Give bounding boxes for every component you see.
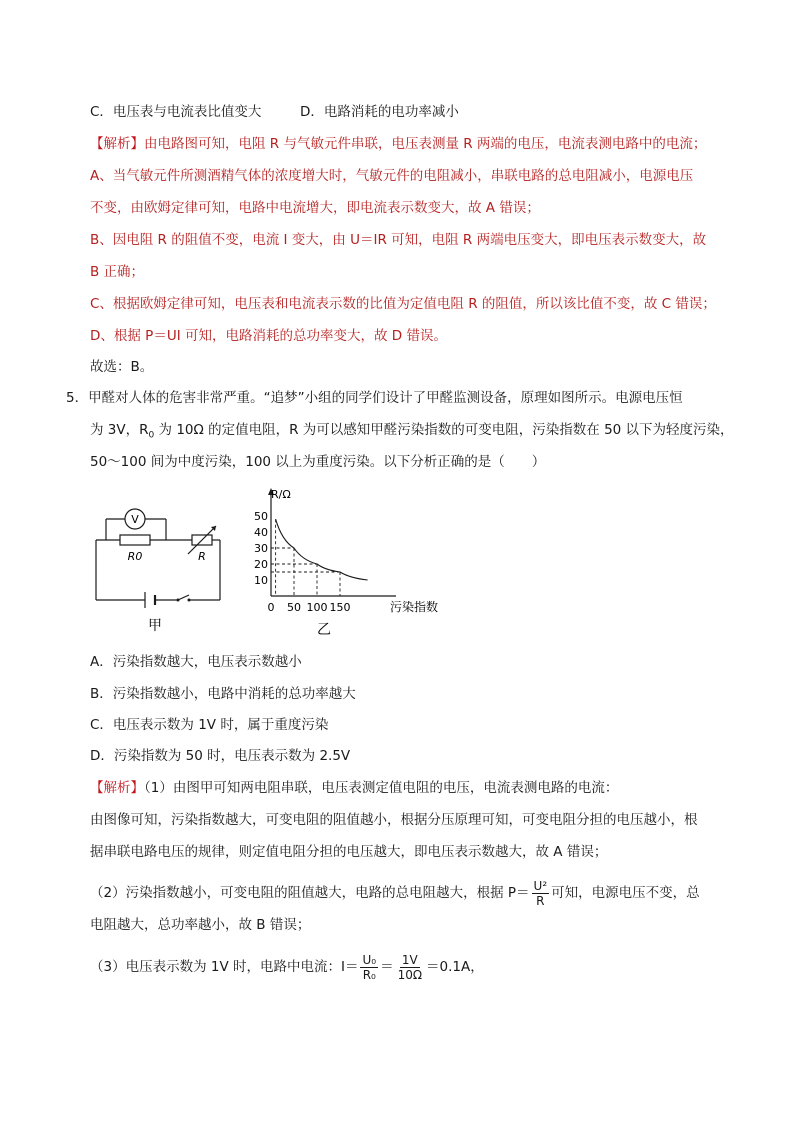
y-tick-label: 10 (254, 574, 268, 587)
analysis5-p4-b: 可知，电源电压不变，总 (551, 885, 700, 901)
question-5-line2 (90, 420, 734, 446)
option-a: A．污染指数越大，电压表示数越小 (90, 654, 302, 670)
prev-answer: 故选：B。 (90, 359, 154, 375)
current-fraction-2 (396, 953, 424, 982)
prev-analysis-d-line: D、根据 P＝UI 可知，电路消耗的总功率变大，故 D 错误。 (90, 328, 447, 344)
prev-option-d: D．电路消耗的电功率减小 (300, 104, 459, 120)
x-tick-label: 100 (306, 601, 328, 614)
x-tick-label: 150 (329, 601, 351, 614)
r0-label: R0 (127, 550, 143, 563)
graph-caption: 乙 (317, 622, 331, 638)
question-number: 5． (66, 390, 89, 406)
analysis5-p4 (90, 878, 700, 908)
prev-analysis-a-line1: A、当气敏元件所测酒精气体的浓度增大时，气敏元件的电阻减小，串联电路的总电阻减小，电源电压 (90, 168, 694, 184)
option-d: D．污染指数为 50 时，电压表示数为 2.5V (90, 748, 351, 764)
question-5-text-1: 甲醛对人体的危害非常严重。“追梦”小组的同学们设计了甲醛监测设备，原理如图所示。电源电压恒 (88, 390, 683, 406)
q5-line2-sub: 0 (148, 430, 155, 441)
prev-analysis-b-line1: B、因电阻 R 的阻值不变，电流 I 变大，由 U＝IR 可知，电阻 R 两端电压变大，即电压表示数变大，故 (90, 232, 707, 248)
question-5-line3: 50～100 间为中度污染，100 以上为重度污染。以下分析正确的是（ ） (90, 454, 546, 470)
question-5-line1 (66, 388, 683, 408)
current-fraction-1 (360, 953, 378, 982)
circuit-caption: 甲 (148, 618, 162, 634)
y-tick-label: 20 (254, 558, 268, 571)
analysis5-line1 (90, 778, 618, 798)
analysis5-p1: （1）由图甲可知两电阻串联，电压表测定值电阻的电压，电流表测电路的电流： (144, 780, 619, 796)
voltmeter-label: V (131, 513, 139, 526)
analysis5-p6 (90, 952, 484, 982)
analysis5-tag: 【解析】 (90, 780, 144, 796)
analysis5-p6-b: ＝0.1A， (426, 959, 484, 975)
analysis5-p2: 由图像可知，污染指数越大，可变电阻的阻值越小，根据分压原理可知，可变电阻分担的电压越小，根 (90, 812, 698, 828)
x-tick-label: 0 (267, 601, 275, 614)
resistance-graph (246, 484, 439, 639)
x-axis-label: 污染指数 (390, 600, 439, 614)
r-label: R (198, 550, 206, 563)
prev-analysis-b-line2: B 正确； (90, 264, 145, 280)
prev-analysis-c-line: C、根据欧姆定律可知，电压表和电流表示数的比值为定值电阻 R 的阻值，所以该比值不变，故 C 错误； (90, 296, 716, 312)
prev-analysis-a-line2: 不变，由欧姆定律可知，电路中电流增大，即电流表示数变大，故 A 错误； (90, 200, 540, 216)
resistance-curve (276, 519, 368, 580)
prev-analysis-intro: 由电路图可知，电阻 R 与气敏元件串联，电压表测量 R 两端的电压，电流表测电路中的电流； (144, 136, 707, 152)
y-axis-label: R/Ω (271, 488, 291, 501)
y-tick-label: 30 (254, 542, 268, 555)
current-denominator-1: R₀ (362, 967, 376, 982)
analysis-tag: 【解析】 (90, 136, 144, 152)
q5-line2-b: 为 10Ω 的定值电阻，R 为可以感知甲醛污染指数的可变电阻，污染指数在 50 以下为轻度污染， (154, 422, 734, 438)
power-denominator: R (536, 893, 545, 908)
current-numerator-1: U₀ (362, 952, 377, 967)
y-tick-label: 50 (254, 510, 268, 523)
x-tick-label: 50 (287, 601, 301, 614)
power-numerator: U² (533, 878, 548, 893)
power-formula-fraction (532, 879, 550, 908)
q5-line2-a: 为 3V，R (90, 422, 149, 438)
y-tick-label: 40 (254, 526, 268, 539)
option-c: C．电压表示数为 1V 时，属于重度污染 (90, 717, 329, 733)
prev-option-c: C．电压表与电流表比值变大 (90, 104, 262, 120)
analysis5-p3: 据串联电路电压的规律，则定值电阻分担的电压越大，即电压表示数越大，故 A 错误； (90, 844, 608, 860)
equals-sign: ＝ (380, 959, 394, 975)
prev-analysis-intro-line (90, 134, 706, 154)
current-numerator-2: 1V (401, 952, 418, 967)
analysis5-p6-a: （3）电压表示数为 1V 时，电路中电流：I＝ (90, 959, 359, 975)
r0-resistor (120, 535, 150, 545)
analysis5-p5: 电阻越大，总功率越小，故 B 错误； (90, 917, 311, 933)
analysis5-p4-a: （2）污染指数越小，可变电阻的阻值越大，电路的总电阻越大，根据 P＝ (90, 885, 530, 901)
circuit-diagram (88, 500, 228, 635)
current-denominator-2: 10Ω (397, 967, 423, 982)
option-b: B．污染指数越小，电路中消耗的总功率越大 (90, 686, 356, 702)
